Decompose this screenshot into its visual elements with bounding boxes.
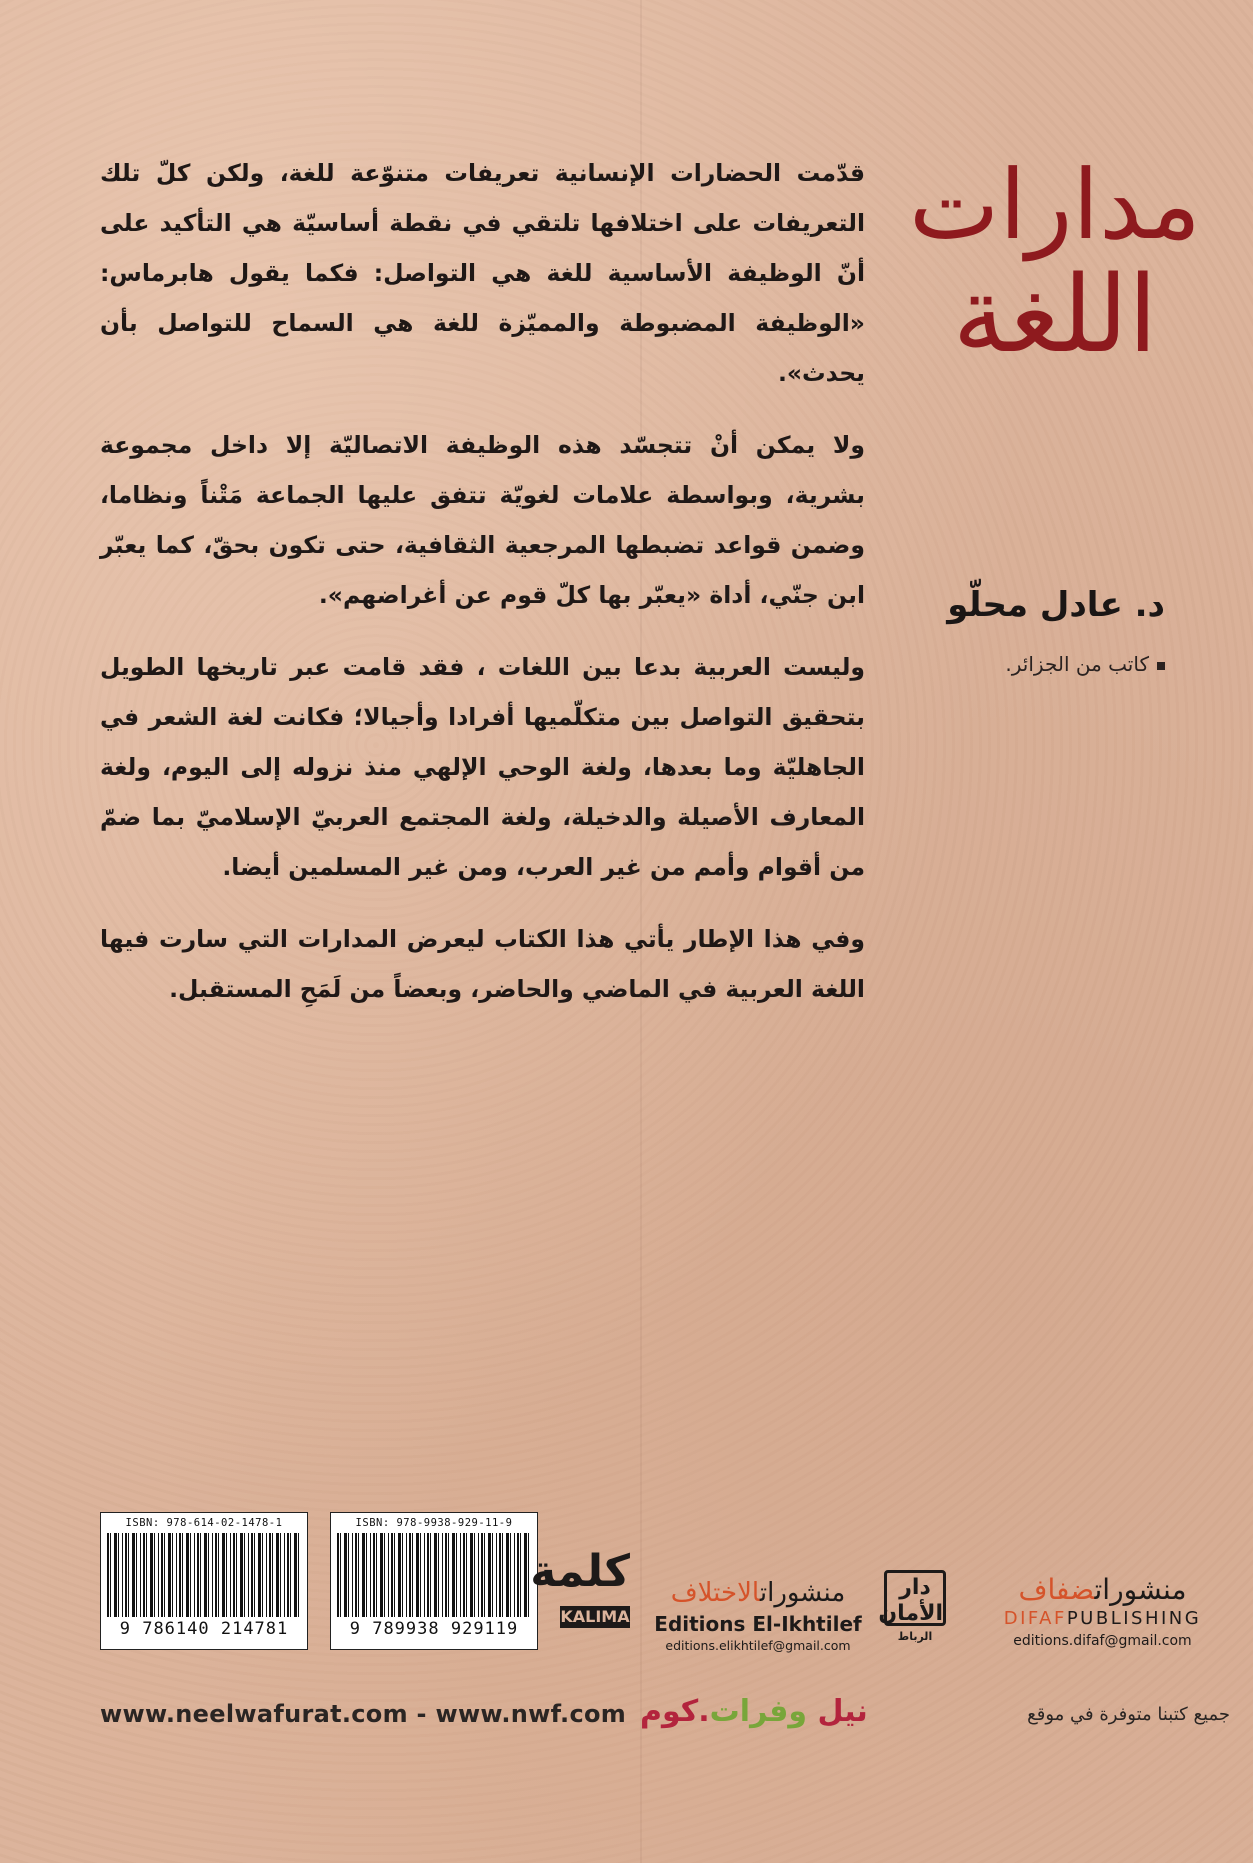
difaf-highlight: ضفاف — [1018, 1573, 1095, 1606]
ikhtilef-logo-en: Editions El-Ikhtilef — [654, 1612, 862, 1636]
isbn-label: ISBN: 978-9938-929-11-9 — [355, 1517, 513, 1529]
aman-logo — [880, 1570, 950, 1643]
title-line-1: مدارات — [909, 149, 1201, 261]
difaf-logo-en — [985, 1608, 1220, 1630]
barcode-bars-icon — [107, 1533, 301, 1617]
bullet-square-icon — [1157, 662, 1165, 670]
ikhtilef-email: editions.elikhtilef@gmail.com — [665, 1638, 851, 1653]
title-line-2: اللغة — [952, 253, 1158, 376]
difaf-en-a: DIFAF — [1003, 1608, 1067, 1629]
blurb-text — [100, 148, 865, 1036]
author-note-text: كاتب من الجزائر. — [1005, 652, 1149, 676]
difaf-en-b: PUBLISHING — [1066, 1608, 1202, 1629]
blurb-paragraph: وليست العربية بدعا بين اللغات ، فقد قامت عبر تاريخها الطويل بتحقيق التواصل بين متكلّميها أفرادا وأجيالا؛ فكانت لغة الشعر في الجاهليّة وما بعدها، ولغة الوحي الإلهي منذ نزوله إلى اليوم، ولغة المعارف الأصيلة والدخيلة، ولغة المجتمع العربيّ الإسلاميّ بما ضمّ من أقوام وأمم من غير العرب، ومن غير المسلمين أيضا. — [100, 653, 865, 881]
footer-urls[interactable]: www.neelwafurat.com - www.nwf.com — [100, 1700, 627, 1728]
isbn-barcode-1 — [100, 1512, 308, 1650]
footer — [100, 1694, 1230, 1740]
kalima-logo — [530, 1542, 630, 1652]
kalima-logo-ar: كلمة — [530, 1546, 630, 1597]
brand-part-1: نيل — [817, 1694, 868, 1729]
book-title — [905, 150, 1205, 390]
aman-logo-mark: دار الأمان — [884, 1570, 946, 1626]
brand-part-2: وفرات — [709, 1694, 808, 1729]
aman-city: الرباط — [897, 1630, 933, 1643]
blurb-paragraph: قدّمت الحضارات الإنسانية تعريفات متنوّعة للغة، ولكن كلّ تلك التعريفات على اختلافها تلتقي في نقطة أساسيّة هي التأكيد على أنّ الوظيفة الأساسية للغة هي التواصل: فكما يقول هابرماس: «الوظيفة المضبوطة والمميّزة للغة هي السماح للتواصل بأن يحدث». — [100, 159, 865, 387]
barcode-number: 9 789938 929119 — [349, 1619, 519, 1639]
isbn-barcode-2 — [330, 1512, 538, 1650]
ikhtilef-logo-ar — [648, 1575, 868, 1611]
ikhtilef-highlight: الاختلاف — [670, 1578, 760, 1608]
availability-text: جميع كتبنا متوفرة في موقع — [1027, 1704, 1230, 1725]
ikhtilef-prefix: منشورات — [759, 1578, 846, 1608]
difaf-prefix: منشورات — [1094, 1573, 1187, 1606]
brand-part-3: .كوم — [640, 1694, 710, 1729]
author-note — [1005, 652, 1165, 676]
barcode-number: 9 786140 214781 — [119, 1619, 289, 1639]
author-name: د. عادل محلّو — [947, 585, 1165, 625]
neelwafurat-logo — [640, 1694, 868, 1729]
difaf-email: editions.difaf@gmail.com — [1013, 1633, 1192, 1649]
ikhtilef-logo — [648, 1575, 868, 1655]
blurb-paragraph: وفي هذا الإطار يأتي هذا الكتاب ليعرض المدارات التي سارت فيها اللغة العربية في الماضي والحاضر، وبعضاً من لَمَحِ المستقبل. — [100, 925, 865, 1003]
difaf-logo-ar — [985, 1572, 1220, 1608]
blurb-paragraph: ولا يمكن أنْ تتجسّد هذه الوظيفة الاتصاليّة إلا داخل مجموعة بشرية، وبواسطة علامات لغويّة تتفق عليها الجماعة مَتْناً ونظاما، وضمن قواعد تضبطها المرجعية الثقافية، حتى تكون بحقّ، كما يعبّر ابن جنّي، أداة «يعبّر بها كلّ قوم عن أغراضهم». — [100, 431, 865, 609]
difaf-logo — [985, 1572, 1220, 1652]
barcode-bars-icon — [337, 1533, 531, 1617]
isbn-label: ISBN: 978-614-02-1478-1 — [125, 1517, 283, 1529]
kalima-logo-en: KALIMA — [560, 1607, 630, 1626]
